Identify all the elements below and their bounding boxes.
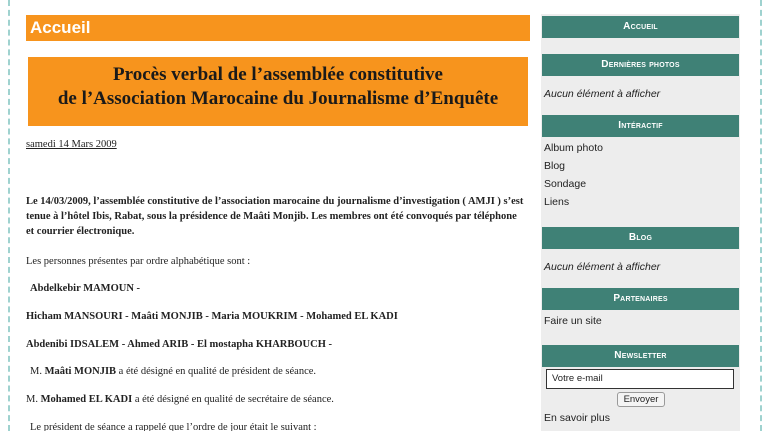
blog-empty-text: Aucun élément à afficher: [544, 261, 661, 273]
article-date-link[interactable]: samedi 14 Mars 2009: [26, 139, 117, 150]
newsletter-email-input[interactable]: Votre e-mail: [546, 369, 734, 389]
president-prefix: M.: [30, 366, 42, 377]
sidebar-photos-header: Dernières photos: [542, 54, 739, 76]
right-dashed-border: [760, 0, 762, 431]
sidebar-newsletter-header: Newsletter: [542, 345, 739, 367]
main-content: [26, 15, 530, 431]
article-title-line2: de l’Association Marocaine du Journalisme d’Enquête: [57, 88, 499, 109]
intro-paragraph: Le 14/03/2009, l’assemblée constitutive de l’association marocaine du journalisme d’investigation ( AMJI ) s’est tenue à l’hôtel Ibis, Rabat, sous la présidence de Maâti Monjib. Les membres ont été convoqués par téléphone et courrier électronique.: [26, 196, 524, 237]
present-intro: Les personnes présentes par ordre alphabétique sont :: [26, 256, 251, 267]
newsletter-learn-more-link[interactable]: En savoir plus: [544, 412, 610, 424]
sidebar-item-sondage[interactable]: Sondage: [544, 178, 587, 190]
newsletter-send-button[interactable]: Envoyer: [617, 392, 665, 407]
secretary-suffix: a été désigné en qualité de secrétaire de séance.: [134, 394, 334, 405]
partner-link-faire-un-site[interactable]: Faire un site: [544, 315, 602, 327]
sidebar-partenaires-header: Partenaires: [542, 288, 739, 310]
sidebar-item-blog[interactable]: Blog: [544, 160, 566, 172]
left-dashed-border: [8, 0, 10, 431]
sidebar-item-album-photo[interactable]: Album photo: [544, 142, 603, 154]
secretary-name: Mohamed EL KADI: [40, 394, 133, 405]
sidebar-accueil-link[interactable]: Accueil: [542, 16, 739, 38]
members-line-3: Abdenibi IDSALEM - Ahmed ARIB - El mostapha KHARBOUCH -: [26, 339, 333, 350]
president-suffix: a été désigné en qualité de président de séance.: [118, 366, 317, 377]
article-title-line1: Procès verbal de l’assemblée constitutive: [113, 64, 443, 85]
members-line-2: Hicham MANSOURI - Maâti MONJIB - Maria MOUKRIM - Mohamed EL KADI: [26, 311, 398, 322]
president-line: [30, 364, 530, 379]
secretary-line: [26, 392, 526, 407]
sidebar-interactif-header: Intéractif: [542, 115, 739, 137]
sidebar: [541, 14, 740, 431]
agenda-intro: Le président de séance a rappelé que l’ordre de jour était le suivant :: [30, 422, 317, 431]
president-name: Maâti MONJIB: [44, 366, 117, 377]
article-title: [28, 57, 528, 126]
photos-empty-text: Aucun élément à afficher: [544, 88, 661, 100]
sidebar-blog-header: Blog: [542, 227, 739, 249]
members-line-1: Abdelkebir MAMOUN -: [30, 283, 141, 294]
section-title: Accueil: [26, 15, 530, 41]
sidebar-item-liens[interactable]: Liens: [544, 196, 570, 208]
secretary-prefix: M.: [26, 394, 38, 405]
